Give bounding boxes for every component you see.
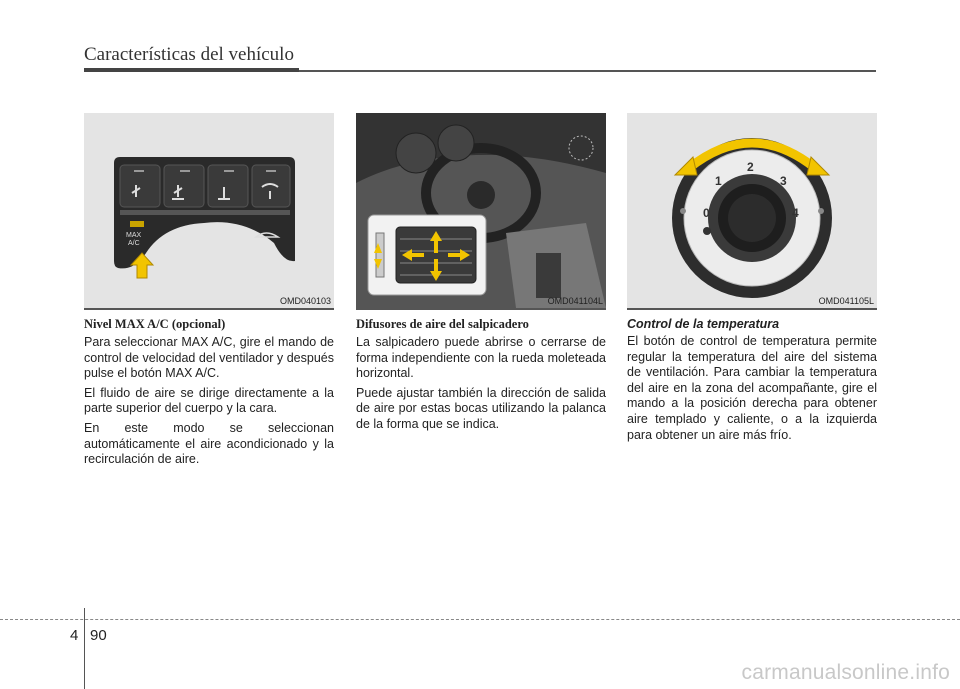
- paragraph: La salpicadero puede abrirse o cerrarse de forma independiente con la rueda moleteada horizontal.: [356, 335, 606, 381]
- figure-rule: [356, 308, 606, 310]
- dial-mark-1: 1: [715, 174, 722, 188]
- page-title: Características del vehículo: [84, 44, 294, 65]
- figure-rule: [627, 308, 877, 310]
- section-title: Control de la temperatura: [627, 317, 780, 331]
- footer-rule: [0, 619, 960, 621]
- ac-label: A/C: [128, 240, 140, 247]
- column-max-ac: [84, 113, 334, 472]
- figure-temperature-dial: [627, 113, 877, 308]
- dial-mark-2: 2: [747, 160, 754, 174]
- header-tab: [84, 68, 299, 72]
- paragraph: El fluido de aire se dirige directamente a la parte superior del cuerpo y la cara.: [84, 385, 334, 416]
- dashboard-vent-illustration: [356, 113, 606, 308]
- max-label: MAX: [126, 232, 142, 239]
- paragraph: Puede ajustar también la dirección de salida de aire por estas bocas utilizando la palanca de la forma que se indica.: [356, 385, 606, 431]
- section-title: Difusores de aire del salpicadero: [356, 317, 529, 331]
- figure-code: OMD041105L: [818, 296, 874, 306]
- figure-code: OMD041104L: [547, 296, 603, 306]
- dial-mark-4: 4: [792, 206, 799, 220]
- column-temperature-control: [627, 113, 877, 447]
- chapter-number: 4: [70, 627, 79, 644]
- dial-mark-3: 3: [780, 174, 787, 188]
- figure-rule: [84, 308, 334, 310]
- watermark: carmanualsonline.info: [741, 661, 950, 684]
- figure-max-ac: [84, 113, 334, 308]
- figure-code: OMD040103: [279, 296, 331, 306]
- dial-mark-0: 0: [703, 206, 710, 220]
- max-ac-panel-illustration: [84, 113, 334, 308]
- paragraph: El botón de control de temperatura permite regular la temperatura del aire del sistema de ventilación. Para cambiar la temperatura del aire en la zona del acompañante, gire el mando a la posición derecha para obtener aire templado y caliente, o a la izquierda para obtener un aire más frío.: [627, 334, 877, 442]
- section-title: Nivel MAX A/C (opcional): [84, 317, 226, 331]
- paragraph: En este modo se seleccionan automáticamente el aire acondicionado y la recirculación de aire.: [84, 420, 334, 467]
- figure-dashboard-vents: [356, 113, 606, 308]
- column-dashboard-vents: [356, 113, 606, 437]
- footer-divider: [84, 608, 85, 689]
- paragraph: Para seleccionar MAX A/C, gire el mando de control de velocidad del ventilador y después pulse el botón MAX A/C.: [84, 335, 334, 381]
- page-number: 90: [90, 627, 107, 644]
- temperature-dial-illustration: [627, 113, 877, 308]
- fan-icon: [703, 227, 711, 235]
